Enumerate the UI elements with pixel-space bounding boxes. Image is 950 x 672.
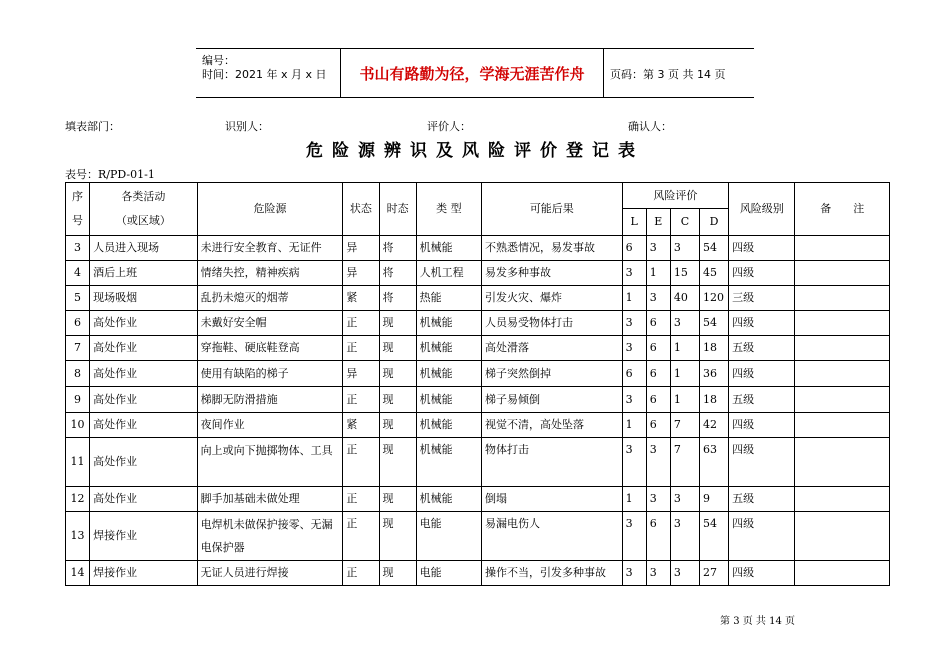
form-number: 表号：R/PD-01-1: [65, 168, 155, 181]
cell-activity: 焊接作业: [90, 512, 198, 561]
cell-activity: 酒后上班: [90, 261, 198, 286]
cell-level: 五级: [729, 387, 795, 413]
col-risk-eval: 风险评价: [622, 183, 729, 209]
cell-C: 3: [670, 236, 699, 261]
cell-tense: 现: [379, 487, 416, 512]
cell-L: 3: [622, 311, 646, 336]
cell-consequence: 高处滑落: [481, 336, 622, 361]
col-E: E: [646, 209, 670, 236]
cell-C: 15: [670, 261, 699, 286]
cell-no: 11: [66, 438, 90, 487]
col-activity-bottom: （或区域）: [115, 214, 171, 227]
cell-C: 1: [670, 387, 699, 413]
header-motto: 书山有路勤为径，学海无涯苦作舟: [341, 49, 604, 97]
cell-hazard: 向上或向下抛掷物体、工具: [197, 438, 343, 487]
cell-consequence: 梯子易倾倒: [481, 387, 622, 413]
cell-type: 机械能: [416, 487, 481, 512]
cell-no: 12: [66, 487, 90, 512]
cell-level: 四级: [729, 361, 795, 387]
cell-E: 3: [646, 286, 670, 311]
document-header: [196, 48, 754, 98]
cell-state: 紧: [343, 286, 379, 311]
cell-type: 电能: [416, 512, 481, 561]
confirmer-field: 确认人：: [628, 120, 672, 133]
cell-L: 1: [622, 487, 646, 512]
cell-tense: 现: [379, 336, 416, 361]
cell-no: 5: [66, 286, 90, 311]
cell-L: 3: [622, 336, 646, 361]
cell-type: 机械能: [416, 387, 481, 413]
cell-remark: [795, 487, 890, 512]
cell-activity: 高处作业: [90, 361, 198, 387]
cell-level: 四级: [729, 561, 795, 586]
cell-state: 正: [343, 387, 379, 413]
col-type: 类 型: [416, 183, 481, 236]
cell-C: 7: [670, 438, 699, 487]
time-label: 时间：2021 年 x 月 x 日: [202, 68, 327, 81]
cell-remark: [795, 261, 890, 286]
cell-E: 3: [646, 561, 670, 586]
cell-state: 正: [343, 336, 379, 361]
cell-C: 3: [670, 311, 699, 336]
cell-E: 6: [646, 361, 670, 387]
cell-activity: 高处作业: [90, 336, 198, 361]
cell-type: 热能: [416, 286, 481, 311]
cell-tense: 现: [379, 387, 416, 413]
col-hazard: 危险源: [197, 183, 343, 236]
table-row: [66, 311, 890, 336]
cell-activity: 高处作业: [90, 438, 198, 487]
cell-hazard: 未进行安全教育、无证件: [197, 236, 343, 261]
cell-E: 6: [646, 512, 670, 561]
col-activity-top: 各类活动: [121, 190, 166, 203]
col-remark: 备 注: [795, 183, 890, 236]
cell-consequence: 不熟悉情况，易发事故: [481, 236, 622, 261]
cell-state: 正: [343, 438, 379, 487]
cell-L: 3: [622, 438, 646, 487]
cell-no: 8: [66, 361, 90, 387]
cell-D: 45: [700, 261, 729, 286]
table-row: [66, 361, 890, 387]
cell-level: 四级: [729, 413, 795, 438]
cell-E: 6: [646, 387, 670, 413]
cell-consequence: 引发火灾、爆炸: [481, 286, 622, 311]
cell-activity: 人员进入现场: [90, 236, 198, 261]
table-header: [66, 183, 890, 236]
cell-D: 54: [700, 236, 729, 261]
cell-type: 机械能: [416, 438, 481, 487]
table-row: [66, 413, 890, 438]
cell-consequence: 人员易受物体打击: [481, 311, 622, 336]
cell-no: 9: [66, 387, 90, 413]
cell-D: 9: [700, 487, 729, 512]
cell-state: 正: [343, 311, 379, 336]
cell-remark: [795, 236, 890, 261]
cell-C: 7: [670, 413, 699, 438]
cell-hazard: 脚手加基础未做处理: [197, 487, 343, 512]
cell-type: 电能: [416, 561, 481, 586]
cell-L: 6: [622, 236, 646, 261]
col-state: 状态: [343, 183, 379, 236]
cell-hazard: 电焊机未做保护接零、无漏电保护器: [197, 512, 343, 561]
cell-C: 40: [670, 286, 699, 311]
cell-L: 1: [622, 413, 646, 438]
cell-remark: [795, 311, 890, 336]
cell-remark: [795, 361, 890, 387]
table-row: [66, 561, 890, 586]
cell-no: 6: [66, 311, 90, 336]
cell-state: 异: [343, 261, 379, 286]
cell-type: 机械能: [416, 311, 481, 336]
cell-activity: 高处作业: [90, 387, 198, 413]
cell-L: 3: [622, 512, 646, 561]
cell-hazard: 梯脚无防滑措施: [197, 387, 343, 413]
cell-hazard: 无证人员进行焊接: [197, 561, 343, 586]
cell-D: 36: [700, 361, 729, 387]
evaluator-field: 评价人：: [427, 120, 471, 133]
cell-L: 3: [622, 261, 646, 286]
cell-level: 四级: [729, 311, 795, 336]
cell-D: 54: [700, 311, 729, 336]
table-row: [66, 261, 890, 286]
col-tense: 时态: [379, 183, 416, 236]
cell-tense: 现: [379, 361, 416, 387]
cell-level: 五级: [729, 487, 795, 512]
cell-tense: 现: [379, 438, 416, 487]
col-activity: [90, 183, 198, 236]
cell-state: 正: [343, 561, 379, 586]
cell-D: 18: [700, 387, 729, 413]
cell-type: 机械能: [416, 361, 481, 387]
cell-consequence: 倒塌: [481, 487, 622, 512]
cell-consequence: 易漏电伤人: [481, 512, 622, 561]
cell-consequence: 易发多种事故: [481, 261, 622, 286]
col-seq-bottom: 号: [72, 214, 84, 227]
page-number-label: 页码：第 3 页 共 14 页: [610, 68, 726, 81]
header-meta-cell: [196, 49, 341, 97]
col-C: C: [670, 209, 699, 236]
hazard-register-table: [65, 182, 890, 586]
table-row: [66, 387, 890, 413]
cell-hazard: 情绪失控，精神疾病: [197, 261, 343, 286]
cell-C: 3: [670, 487, 699, 512]
cell-level: 五级: [729, 336, 795, 361]
cell-hazard: 乱扔未熄灭的烟蒂: [197, 286, 343, 311]
cell-remark: [795, 413, 890, 438]
cell-state: 正: [343, 512, 379, 561]
cell-tense: 现: [379, 561, 416, 586]
cell-hazard: 未戴好安全帽: [197, 311, 343, 336]
table-row: [66, 438, 890, 487]
cell-level: 四级: [729, 236, 795, 261]
col-consequence: 可能后果: [481, 183, 622, 236]
cell-tense: 现: [379, 311, 416, 336]
cell-tense: 将: [379, 236, 416, 261]
cell-no: 3: [66, 236, 90, 261]
cell-remark: [795, 286, 890, 311]
cell-L: 3: [622, 387, 646, 413]
cell-activity: 高处作业: [90, 413, 198, 438]
identifier-field: 识别人：: [225, 120, 269, 133]
cell-E: 1: [646, 261, 670, 286]
cell-consequence: 梯子突然倒掉: [481, 361, 622, 387]
cell-no: 13: [66, 512, 90, 561]
page-title: 危险源辨识及风险评价登记表: [306, 141, 644, 161]
table-row: [66, 236, 890, 261]
cell-tense: 将: [379, 286, 416, 311]
cell-L: 1: [622, 286, 646, 311]
cell-D: 27: [700, 561, 729, 586]
cell-hazard: 使用有缺陷的梯子: [197, 361, 343, 387]
cell-E: 6: [646, 413, 670, 438]
cell-L: 6: [622, 361, 646, 387]
cell-consequence: 视觉不清，高处坠落: [481, 413, 622, 438]
col-seq-top: 序: [72, 190, 84, 203]
cell-level: 四级: [729, 438, 795, 487]
cell-state: 紧: [343, 413, 379, 438]
cell-E: 6: [646, 311, 670, 336]
cell-activity: 现场吸烟: [90, 286, 198, 311]
cell-no: 14: [66, 561, 90, 586]
cell-state: 正: [343, 487, 379, 512]
cell-C: 3: [670, 512, 699, 561]
cell-type: 机械能: [416, 413, 481, 438]
cell-remark: [795, 387, 890, 413]
cell-no: 7: [66, 336, 90, 361]
table-row: [66, 487, 890, 512]
cell-tense: 将: [379, 261, 416, 286]
cell-remark: [795, 561, 890, 586]
cell-type: 人机工程: [416, 261, 481, 286]
cell-D: 54: [700, 512, 729, 561]
col-level: 风险级别: [729, 183, 795, 236]
cell-hazard: 夜间作业: [197, 413, 343, 438]
cell-activity: 高处作业: [90, 487, 198, 512]
cell-level: 三级: [729, 286, 795, 311]
cell-remark: [795, 512, 890, 561]
cell-E: 6: [646, 336, 670, 361]
col-L: L: [622, 209, 646, 236]
cell-consequence: 操作不当，引发多种事故: [481, 561, 622, 586]
cell-state: 异: [343, 236, 379, 261]
cell-remark: [795, 336, 890, 361]
table-row: [66, 512, 890, 561]
cell-C: 1: [670, 336, 699, 361]
cell-type: 机械能: [416, 336, 481, 361]
cell-L: 3: [622, 561, 646, 586]
department-field: 填表部门：: [65, 120, 120, 133]
cell-state: 异: [343, 361, 379, 387]
cell-type: 机械能: [416, 236, 481, 261]
cell-activity: 焊接作业: [90, 561, 198, 586]
cell-hazard: 穿拖鞋、硬底鞋登高: [197, 336, 343, 361]
number-label: 编号：: [202, 54, 235, 67]
table-row: [66, 336, 890, 361]
cell-C: 3: [670, 561, 699, 586]
cell-C: 1: [670, 361, 699, 387]
col-seq: [66, 183, 90, 236]
col-D: D: [700, 209, 729, 236]
cell-tense: 现: [379, 413, 416, 438]
cell-no: 4: [66, 261, 90, 286]
cell-D: 120: [700, 286, 729, 311]
cell-activity: 高处作业: [90, 311, 198, 336]
cell-tense: 现: [379, 512, 416, 561]
cell-E: 3: [646, 487, 670, 512]
cell-level: 四级: [729, 261, 795, 286]
page-footer: 第 3 页 共 14 页: [720, 616, 795, 627]
cell-consequence: 物体打击: [481, 438, 622, 487]
cell-D: 63: [700, 438, 729, 487]
cell-remark: [795, 438, 890, 487]
cell-D: 42: [700, 413, 729, 438]
cell-E: 3: [646, 236, 670, 261]
cell-no: 10: [66, 413, 90, 438]
cell-E: 3: [646, 438, 670, 487]
table-body: [66, 236, 890, 586]
table-row: [66, 286, 890, 311]
cell-level: 四级: [729, 512, 795, 561]
cell-D: 18: [700, 336, 729, 361]
